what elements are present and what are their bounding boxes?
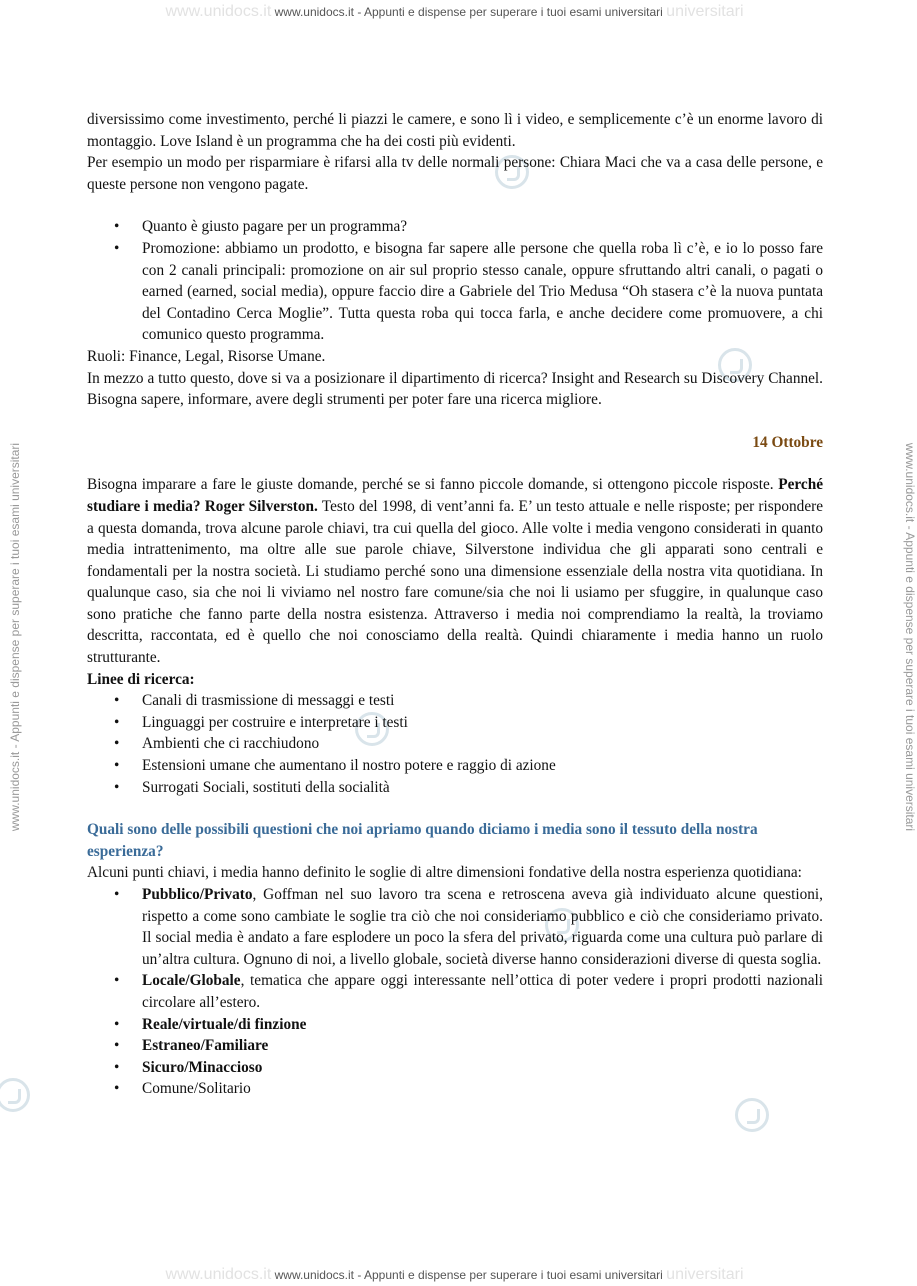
bold-run: Pubblico/Privato xyxy=(142,886,253,903)
ghost-watermark-left: www.unidocs.it xyxy=(165,1266,272,1283)
paragraph: Alcuni punti chiavi, i media hanno definito le soglie di altre dimensioni fondative della nostra esperienza quotidiana: xyxy=(87,864,802,882)
watermark-text: www.unidocs.it - Appunti e dispense per superare i tuoi esami universitari xyxy=(274,1268,663,1282)
text-run: Bisogna imparare a fare le giuste domande, perché se si fanno piccole domande, si ottengono piccole risposte. xyxy=(87,476,779,494)
list-item: • Surrogati Sociali, sostituti della socialità xyxy=(87,777,823,799)
subheading-text: Linee di ricerca: xyxy=(87,670,195,688)
paragraph: diversissimo come investimento, perché li piazzi le camere, e sono lì i video, e semplicemente c’è un enorme lavoro di montaggio. Love Island è un programma che ha dei costi più evidenti. xyxy=(87,111,823,150)
right-side-watermark: www.unidocs.it - Appunti e dispense per superare i tuoi esami universitari xyxy=(903,442,917,832)
watermark-text: www.unidocs.it - Appunti e dispense per superare i tuoi esami universitari xyxy=(274,5,663,19)
list-item xyxy=(87,1014,823,1036)
question-heading: Quali sono delle possibili questioni che noi apriamo quando diciamo i media sono il tessuto della nostra esperienza? xyxy=(87,821,758,860)
bold-run: Locale/Globale xyxy=(142,972,241,990)
list-item: • Ambienti che ci racchiudono xyxy=(87,733,823,755)
list-item xyxy=(87,884,823,970)
bottom-watermark xyxy=(0,1266,909,1284)
text-run: , Goffman nel suo lavoro tra scena e retroscena aveva già individuato alcune questioni, rispetto a come sono cambiate le soglie tra ciò che noi consideriamo pubblico e ciò che consideriamo privato. Il social media è andato a fare esplodere un poco la sfera del privato, riguarda come una cultura può parlare di un’altra cultura. Ognuno di noi, a livello globale, società diverse hanno considerazioni diverse di questa soglia. xyxy=(142,886,823,968)
list-item: • Quanto è giusto pagare per un programma? xyxy=(87,216,823,238)
paragraph: Ruoli: Finance, Legal, Risorse Umane. xyxy=(87,347,326,365)
paragraph: In mezzo a tutto questo, dove si va a posizionare il dipartimento di ricerca? Insight and Research su Discovery Channel. Bisogna sapere, informare, avere degli strumenti per poter fare una ricerca migliore. xyxy=(87,369,823,409)
list-item: • Linguaggi per costruire e interpretare i testi xyxy=(87,712,823,734)
bold-run: Estraneo/Familiare xyxy=(142,1037,269,1055)
left-side-watermark: www.unidocs.it - Appunti e dispense per superare i tuoi esami universitari xyxy=(8,442,22,832)
unidocs-logo-icon xyxy=(0,1078,30,1112)
text-run: Comune/Solitario xyxy=(142,1080,251,1098)
bold-run: Perché studiare i media? Roger Silverston. xyxy=(87,476,823,515)
unidocs-logo-icon xyxy=(735,1098,769,1132)
top-watermark xyxy=(0,3,909,21)
list-item: • Canali di trasmissione di messaggi e testi xyxy=(87,690,823,712)
list-item xyxy=(87,1078,823,1100)
section-date: 14 Ottobre xyxy=(752,433,823,451)
list-item xyxy=(87,1035,823,1057)
ghost-watermark-left: www.unidocs.it xyxy=(165,3,272,20)
list-item: • Promozione: abbiamo un prodotto, e bisogna far sapere alle persone che quella roba lì c’è, e io lo posso fare con 2 canali principali: promozione on air sul proprio stesso canale, oppure sfruttando altri canali, o pagati o earned (earned, social media), oppure faccio dire a Gabriele del Trio Medusa “Oh stasera c’è la nuova puntata del Contadino Cerca Moglie”. Tutta questa roba qui tocca farla, e anche decidere come promuovere, a chi comunico questo programma. xyxy=(87,238,823,346)
paragraph: Per esempio un modo per risparmiare è rifarsi alla tv delle normali persone: Chiara Maci che va a casa delle persone, e queste persone non vengono pagate. xyxy=(87,154,823,193)
subheading xyxy=(87,669,823,691)
bold-run: Sicuro/Minaccioso xyxy=(142,1058,263,1076)
paragraph xyxy=(87,474,823,668)
document-body xyxy=(87,109,823,1100)
list-item: • Estensioni umane che aumentano il nostro potere e raggio di azione xyxy=(87,755,823,777)
list-item xyxy=(87,1057,823,1079)
ghost-watermark-right: universitari xyxy=(666,3,744,20)
bullet-list xyxy=(87,690,823,798)
ghost-watermark-right: universitari xyxy=(666,1266,744,1283)
text-run: , tematica che appare oggi interessante nell’ottica di poter vedere i propri prodotti nazionali circolare all’estero. xyxy=(142,972,823,1011)
bullet-list xyxy=(87,216,823,346)
list-item xyxy=(87,970,823,1013)
bullet-list xyxy=(87,884,823,1100)
text-run: Testo del 1998, di vent’anni fa. E’ un testo attuale e nelle risposte; per rispondere a questa domanda, trova alcune parole chiavi, tra cui quella del gioco. Alle volte i media vengono considerati in quanto media intrattenimento, ma oltre alle sue parole chiave, Silverstone individua che gli apparati sono centrali e fondamentali per la nostra società. Li studiamo perché sono una dimensione essenziale della nostra vita quotidiana. In qualunque caso, sia che noi li viviamo nel nostro fare comune/sia che noi li usiamo per sfuggire, in qualunque caso sono pratiche che fanno parte della nostra esistenza. Attraverso i media noi comprendiamo la realtà, la troviamo descritta, raccontata, ed è quello che noi conosciamo della realtà. Quindi chiaramente i media hanno un ruolo strutturante. xyxy=(87,497,823,667)
bold-run: Reale/virtuale/di finzione xyxy=(142,1015,307,1033)
